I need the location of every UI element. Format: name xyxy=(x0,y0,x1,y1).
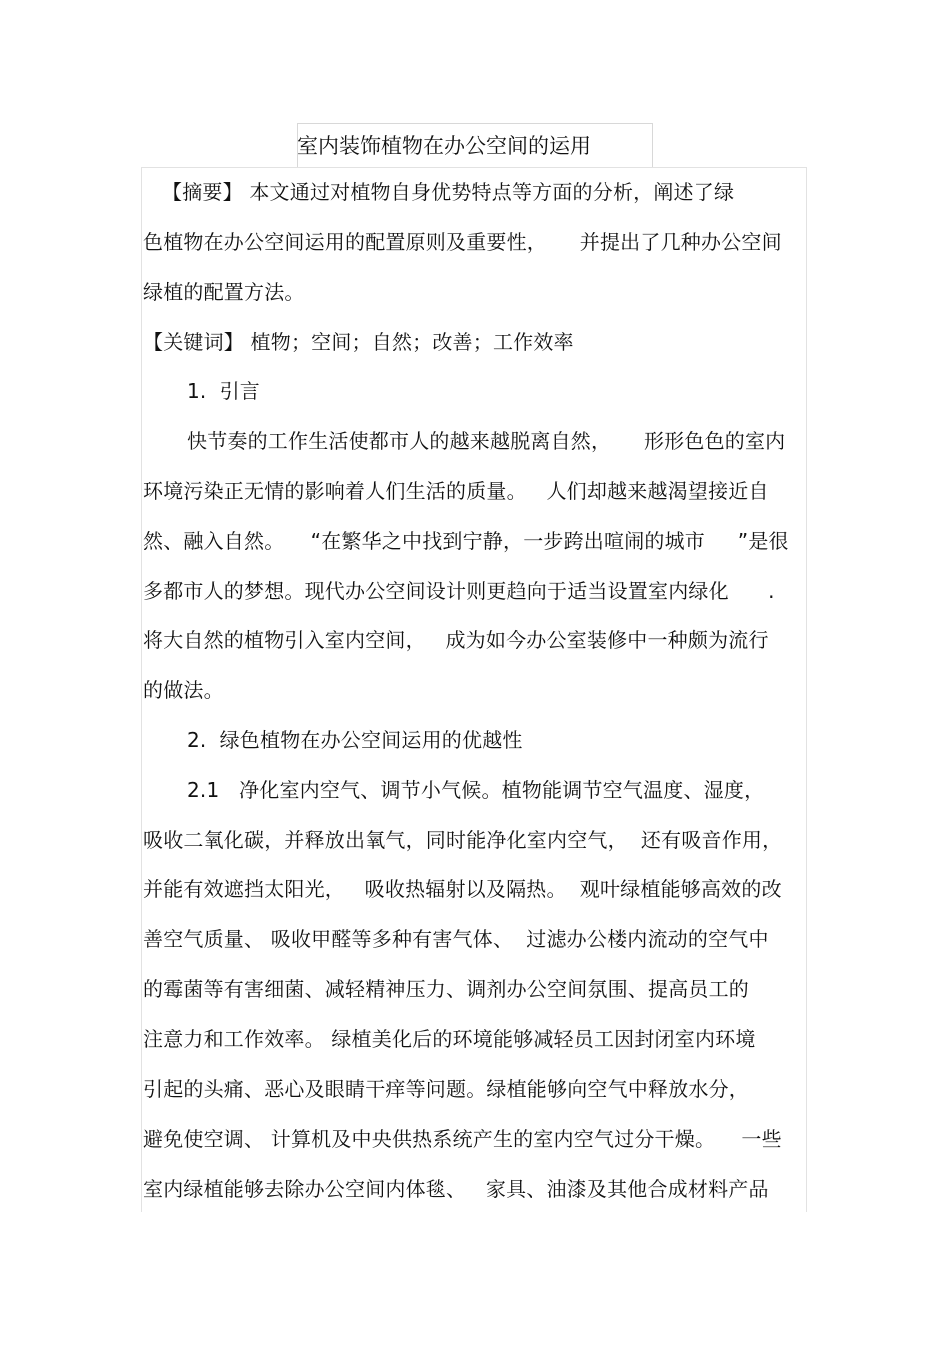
text-line: 吸收二氧化碳，并释放出氧气，同时能净化室内空气， 还有吸音作用， xyxy=(143,828,783,852)
text-line: 环境污染正无情的影响着人们生活的质量。 人们却越来越渴望接近自 xyxy=(143,479,769,503)
text-line: 2.1 净化室内空气、调节小气候。植物能调节空气温度、湿度， xyxy=(187,778,765,802)
text-line: 色植物在办公空间运用的配置原则及重要性， 并提出了几种办公空间 xyxy=(143,230,782,254)
text-line: 1. 引言 xyxy=(187,379,260,403)
text-line: 避免使空调、 计算机及中央供热系统产生的室内空气过分干燥。 一些 xyxy=(143,1127,782,1151)
text-frame xyxy=(141,167,807,1212)
text-line: 的霉菌等有害细菌、减轻精神压力、调剂办公空间氛围、提高员工的 xyxy=(143,977,749,1001)
text-line: 将大自然的植物引入室内空间， 成为如今办公室装修中一种颇为流行 xyxy=(143,628,769,652)
text-line: 注意力和工作效率。 绿植美化后的环境能够减轻员工因封闭室内环境 xyxy=(143,1027,756,1051)
text-line: 然、融入自然。 “在繁华之中找到宁静，一步跨出喧闹的城市 ”是很 xyxy=(143,529,789,553)
text-line: 多都市人的梦想。现代办公空间设计则更趋向于适当设置室内绿化 . xyxy=(143,579,775,603)
document-title: 室内装饰植物在办公空间的运用 xyxy=(297,134,591,158)
text-line: 的做法。 xyxy=(143,678,224,702)
text-line: 快节奏的工作生活使都市人的越来越脱离自然， 形形色色的室内 xyxy=(187,429,786,453)
text-line: 引起的头痛、恶心及眼睛干痒等问题。绿植能够向空气中释放水分， xyxy=(143,1077,749,1101)
text-line: 【关键词】 植物；空间；自然；改善；工作效率 xyxy=(143,330,574,354)
text-line: 并能有效遮挡太阳光， 吸收热辐射以及隔热。 观叶绿植能够高效的改 xyxy=(143,877,782,901)
text-line: 2. 绿色植物在办公空间运用的优越性 xyxy=(187,728,523,752)
text-line: 【摘要】 本文通过对植物自身优势特点等方面的分析，阐述了绿 xyxy=(162,180,735,204)
text-line: 善空气质量、 吸收甲醛等多种有害气体、 过滤办公楼内流动的空气中 xyxy=(143,927,769,951)
text-line: 室内绿植能够去除办公空间内体毯、 家具、油漆及其他合成材料产品 xyxy=(143,1177,769,1201)
text-line: 绿植的配置方法。 xyxy=(143,280,305,304)
